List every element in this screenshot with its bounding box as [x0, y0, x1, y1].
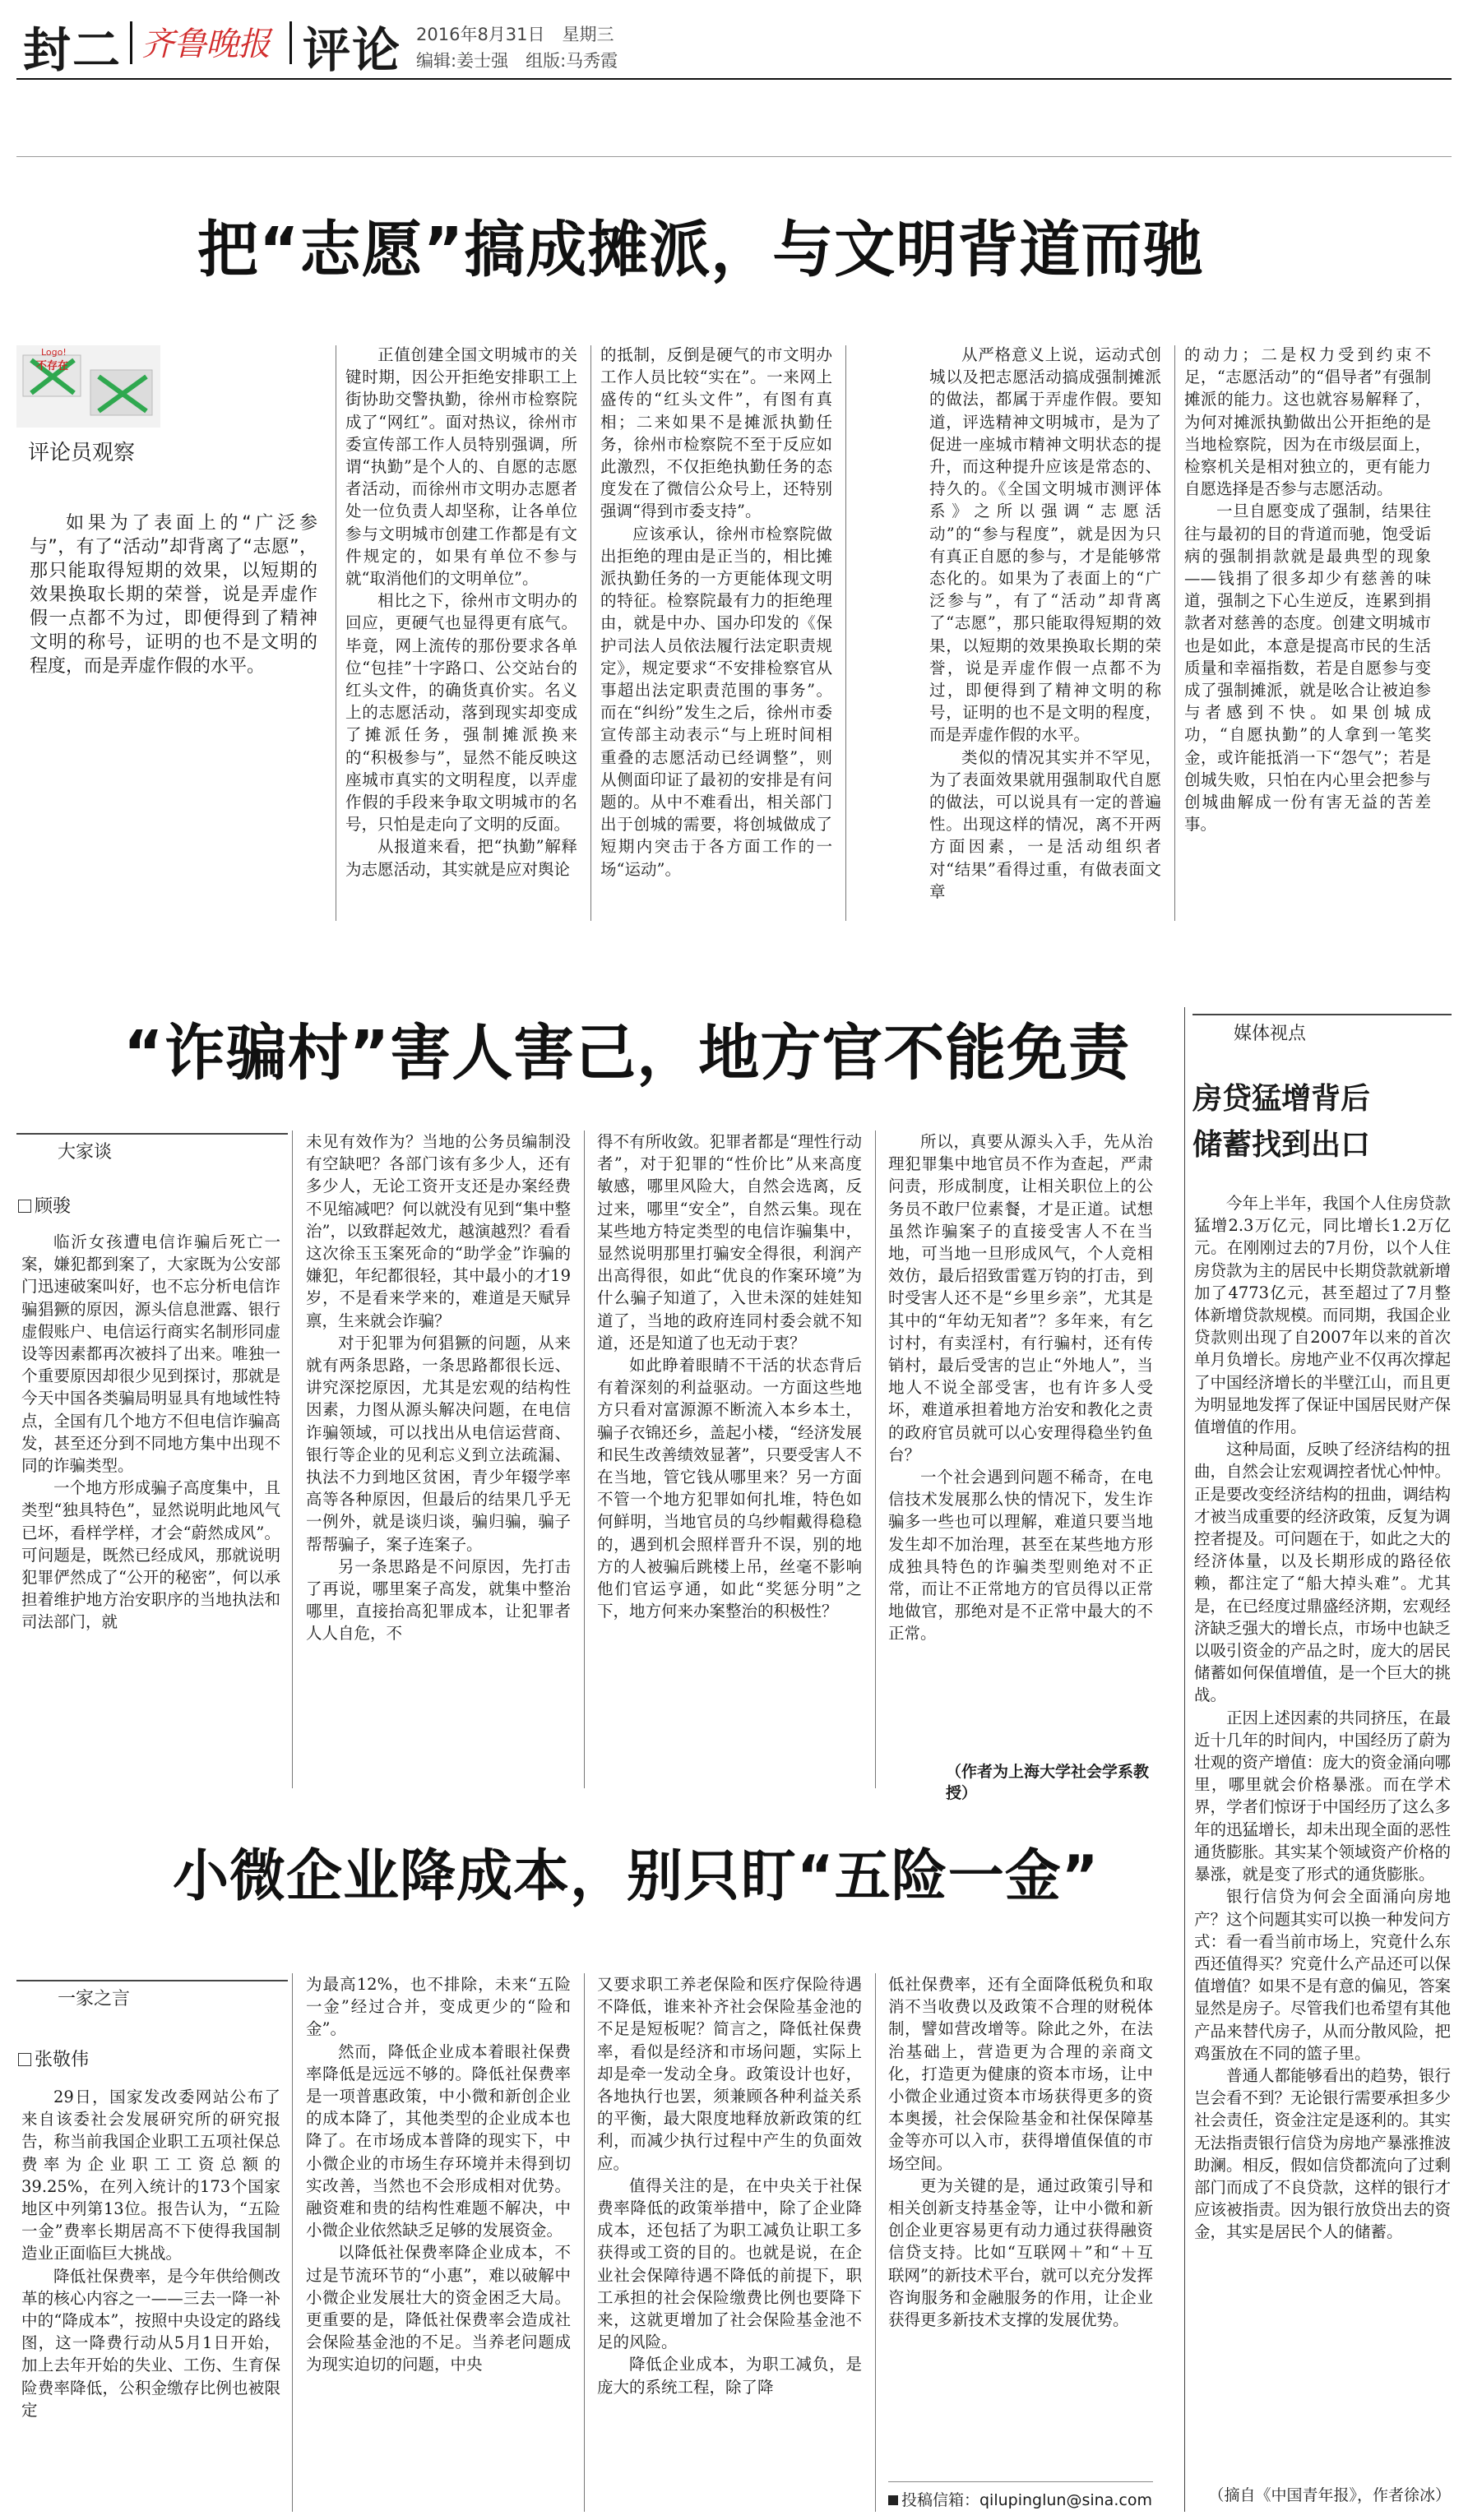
a3-rule-1	[292, 1973, 293, 2512]
article1-headline: 把“志愿”搞成摊派，与文明背道而驰	[197, 215, 1205, 285]
article3-column-2	[306, 1973, 571, 2512]
a2c2-p2: 对于犯罪为何猖獗的问题，从来就有两条思路，一条思路都很长远、讲究深挖原因，尤其是宏观的结构性因素，力图从源头解决问题，在电信诈骗领域，可以找出从电信运营商、银行等企业的见利忘义到立法疏漏、执法不力到地区贫困，青少年辍学率高等各种原因，但最后的结果几乎无一例外，就是谈归谈，骗归骗，骗子帮帮骗子，案子连案子。	[306, 1333, 571, 1554]
a3c4-p2: 更为关键的是，通过政策引导和相关创新支持基金等，让中小微和新创企业更容易更有动力通过获得融资信贷支持。比如“互联网＋”和“＋互联网”的新技术平台，就可以充分发挥咨询服务和金融服务的作用，让企业获得更多新技术支撑的发展优势。	[888, 2176, 1153, 2330]
a2c2-p3: 另一条思路是不问原因，先打击了再说，哪里案子高发，就集中整治哪里，直接抬高犯罪成本，让犯罪者人人自危，不	[306, 1556, 571, 1644]
illustration-missing-label: 不存在	[36, 360, 69, 372]
sidebar-p5: 普通人都能够看出的趋势，银行岂会看不到？无论银行需要承担多少社会责任，资金注定是逐利的。其实无法指责银行信贷为房地产暴涨推波助澜。相反，假如信贷都流向了过剩部门而成了不良贷款，这样的银行才应该被指责。因为银行放贷出去的资金，其实是居民个人的储蓄。	[1194, 2065, 1451, 2242]
editors-line: 编辑:姜士强 组版:马秀霞	[416, 51, 618, 71]
a1c1-p3: 从报道来看，把“执勤”解释为志愿活动，其实就是应对舆论	[345, 837, 577, 879]
article2-affiliation: （作者为上海大学社会学系教授）	[946, 1763, 1150, 1802]
a3c2-p3: 以降低社保费率降企业成本，不过是节流环节的“小惠”，难以破解中小微企业发展壮大的资金困乏大局。更重要的是，降低社保费率会造成社会保险基金池的不足。当养老问题成为现实迫切的问题，中央	[306, 2243, 571, 2374]
a2c2-p1: 未见有效作为？当地的公务员编制没有空缺吧？各部门该有多少人，还有多少人，无论工资开支还是办案经费不见缩减吧？何以就没有见到“集中整治”，以致群起效尤，越演越烈？看看这次徐玉玉案死命的“助学金”诈骗的嫌犯，年纪都很轻，其中最小的才19岁，不是看来学来的，难道是天赋异禀，生来就会诈骗？	[306, 1132, 571, 1330]
a1c4-p1: 的动力；二是权力受到约束不足，“志愿活动”的“倡导者”有强制摊派的能力。这也就容易解释了，为何对摊派执勤做出公开拒绝的是当地检察院，因为在市级层面上，检察机关是相对独立的，更有能力自愿选择是否参与志愿活动。	[1184, 345, 1431, 499]
article1-summary: 如果为了表面上的“广泛参与”，有了“活动”却背离了“志愿”，那只能取得短期的效果，以短期的效果换取长期的荣誉，说是弄虚作假一点都不为过，即便得到了精神文明的称号，证明的也不是文明的程度，而是弄虚作假的水平。	[30, 513, 317, 677]
a3c4-p1: 低社保费率，还有全面降低税负和取消不当收费以及政策不合理的财税体制，譬如营改增等。除此之外，在法治基础上，营造更为合理的亲商文化，打造更为健康的资本市场，让中小微企业通过资本市场获得更多的资本奥援，社会保险基金和社保保障基金等亦可以入市，获得增值保值的市场空间。	[888, 1975, 1153, 2173]
section-label: 封二	[23, 22, 123, 78]
article3-headline: 小微企业降成本，别只盯“五险一金”	[173, 1844, 1100, 1909]
a1c4-p2: 一旦自愿变成了强制，结果往往与最初的目的背道而驰，饱受诟病的强制捐款就是最典型的现象——钱捐了很多却少有慈善的味道，强制之下心生逆反，连累到捐款者对慈善的态度。创建文明城市也是如此，本意是提高市民的生活质量和幸福指数，若是自愿参与变成了强制摊派，就是吆合让被迫参与者感到不快。如果创城成功，“自愿执勤”的人拿到一笔奖金，或许能抵消一下“怨气”；若是创城失败，只怕在内心里会把参与创城曲解成一份有害无益的苦差事。	[1184, 502, 1431, 835]
a1c2-p2: 应该承认，徐州市检察院做出拒绝的理由是正当的，相比摊派执勤任务的一方更能体现文明的特征。检察院最有力的拒绝理由，就是中办、国办印发的《保护司法人员依法履行法定职责规定》，规定要求“不安排检察官从事超出法定职责范围的事务”。而在“纠纷”发生之后，徐州市委宣传部主动表示“与上班时间相重叠的志愿活动已经调整”，则从侧面印证了最初的安排是有问题的。从中不难看出，相关部门出于创城的需要，将创城做成了短期内突击于各方面工作的一场“运动”。	[600, 524, 832, 879]
masthead-rule	[16, 78, 1452, 80]
article1-column-2	[600, 344, 832, 923]
a2c3-p1: 得不有所收敛。犯罪者都是“理性行动者”，对于犯罪的“性价比”从来高度敏感，哪里风险大，自然会选离，反过来，哪里“安全”，自然云集。现在某些地方特定类型的电信诈骗集中，显然说明那里打骗安全得很，利润产出高得很，如此“优良的作案环境”为什么骗子知道了，入世未深的娃娃知道了，当地的政府连同村委会就不知道，还是知道了也无动于衷？	[597, 1132, 862, 1352]
sidebar-rule	[1184, 1007, 1185, 2512]
a1c1-p2: 相比之下，徐州市文明办的回应，更硬气也显得更有底气。毕竟，网上流传的那份要求各单位“包挂”十字路口、公交站台的红头文件，的确货真价实。名义上的志愿活动，落到现实却变成了摊派任务，强制摊派换来的“积极参与”，显然不能反映这座城市真实的文明程度，以弄虚作假的手段来争取文明城市的名号，只怕是走向了文明的反面。	[345, 591, 577, 835]
date-line: 2016年8月31日 星期三	[416, 25, 614, 44]
article1-column-4	[1184, 344, 1431, 923]
a3c2-p1: 为最高12%，也不排除，未来“五险一金”经过合并，变成更少的“险和金”。	[306, 1975, 571, 2039]
a2c4-p1: 所以，真要从源头入手，先从治理犯罪集中地官员不作为查起，严肃问责，形成制度，让相关职位上的公务员不敢尸位素餐，才是正道。试想虽然诈骗案子的直接受害人不在当地，可当地一旦形成风气，个人竞相效仿，最后招致雷霆万钧的打击，到时受害人还不是“乡里乡亲”，尤其是其中的“年幼无知者”？多年来，有乞讨村，有卖淫村，有行骗村，还有传销村，最后受害的岂止“外地人”，当地人不说全部受害，也有许多人受坏，难道承担着地方治安和教化之责的政府官员就可以心安理得稳坐钓鱼台？	[888, 1132, 1153, 1464]
sidebar-headline-1: 房贷猛增背后	[1192, 1082, 1371, 1116]
sidebar-p2: 这种局面，反映了经济结构的扭曲，自然会让宏观调控者忧心忡忡。正是要改变经济结构的扭曲，调结构才被当成重要的经济政策，反复为调控者提及。可问题在于，如此之大的经济体量，以及长期形成的路径依赖，都注定了“船大掉头难”。尤其是，在已经度过鼎盛经济期，宏观经济缺乏强大的增长点，市场中也缺乏以吸引资金的产品之时，庞大的居民储蓄如何保值增值，是一个巨大的挑战。	[1194, 1440, 1451, 1705]
a3-tag-rule	[16, 1980, 288, 1981]
a1-rule-4	[1174, 345, 1175, 921]
a1-rule-3	[845, 345, 846, 921]
article3-column-3	[597, 1973, 862, 2512]
sidebar-source: （摘自《中国青年报》，作者徐冰）	[1208, 2486, 1451, 2504]
a2-rule-1	[292, 1131, 293, 1788]
a3-contribution-rule	[888, 2481, 1153, 2482]
article1-column-3	[929, 344, 1161, 923]
sidebar-p1: 今年上半年，我国个人住房贷款猛增2.3万亿元，同比增长1.2万亿元。在刚刚过去的7月份，以个人住房贷款为主的居民中长期贷款就新增加了4773亿元，甚至超过了7月整体新增贷款规模。而同期，我国企业贷款则出现了自2007年以来的首次单月负增长。房地产业不仅再次撑起了中国经济增长的半壁江山，而且更为明显地发挥了保证中国居民财产保值增值的作用。	[1194, 1194, 1451, 1437]
a2c1-p2: 一个地方形成骗子高度集中，且类型“独具特色”，显然说明此地风气已坏，看样学样，才会“蔚然成风”。可问题是，既然已经成风，那就说明犯罪俨然成了“公开的秘密”，何以承担着维护地方治安职序的当地执法和司法部门，就	[21, 1478, 280, 1632]
a3c3-p3: 降低企业成本，为职工减负，是庞大的系统工程，除了降	[597, 2355, 862, 2397]
illustration-logo-label: Logo!	[41, 347, 67, 358]
masthead-divider-2	[289, 21, 292, 64]
sidebar-tag-rule	[1192, 1014, 1452, 1015]
a1c1-p1: 正值创建全国文明城市的关键时期，因公开拒绝安排职工上街协助交警执勤，徐州市检察院成了“网红”。面对热议，徐州市委宣传部工作人员特别强调，所谓“执勤”是个人的、自愿的志愿者活动，而徐州市文明办志愿者处一位负责人却坚称，让各单位参与文明城市创建工作都是有文件规定的，如果有单位不参与就“取消他们的文明单位”。	[345, 345, 577, 589]
article2-column-3	[597, 1131, 862, 1788]
contribution-email[interactable]	[888, 2488, 1152, 2510]
article3-tag: 一家之言	[58, 1989, 131, 2009]
contribution-email-text: 投稿信箱：qilupinglun@sina.com	[901, 2491, 1152, 2509]
a3-rule-3	[875, 1973, 876, 2512]
masthead-divider-1	[130, 21, 132, 64]
article2-column-1	[21, 1231, 280, 1790]
article3-column-1	[21, 2086, 280, 2513]
a3c1-p1: 29日，国家发改委网站公布了来自该委社会发展研究所的研究报告，称当前我国企业职工五项社保总费率为企业职工工资总额的39.25%，在列入统计的173个国家地区中列第13位。报告认为，“五险一金”费率长期居高不下使得我国制造业正面临巨大挑战。	[21, 2088, 280, 2263]
a2-tag-rule	[16, 1133, 288, 1135]
article3-column-4	[888, 1973, 1153, 2467]
a2-rule-3	[875, 1131, 876, 1788]
contribution-marker-icon	[888, 2495, 898, 2505]
masthead-rule-thin	[16, 156, 1452, 157]
article1-illustration	[16, 345, 160, 428]
a1c3-p1: 从严格意义上说，运动式创城以及把志愿活动搞成强制摊派的做法，都属于弄虚作假。要知道，评选精神文明城市，是为了促进一座城市精神文明状态的提升，而这种提升应该是常态的、持久的。《全国文明城市测评体系》之所以强调“志愿活动”的“参与程度”，就是因为只有真正自愿的参与，才是能够常态化的。如果为了表面上的“广泛参与”，有了“活动”却背离了“志愿”，那只能取得短期的效果，以短期的效果换取长期的荣誉，说是弄虚作假一点都不为过，即便得到了精神文明的称号，证明的也不是文明的程度，而是弄虚作假的水平。	[929, 345, 1161, 745]
sidebar-headline-2: 储蓄找到出口	[1192, 1128, 1371, 1162]
article2-author	[18, 1192, 71, 1218]
article2-tag: 大家谈	[58, 1142, 113, 1163]
article2-column-2	[306, 1131, 571, 1788]
column-label: 评论	[303, 22, 402, 78]
author-marker-icon	[18, 1200, 31, 1213]
a3c1-p2: 降低社保费率，是今年供给侧改革的核心内容之一——三去一降一补中的“降成本”，按照中央设定的路线图，这一降费行动从5月1日开始，加上去年开始的失业、工伤、生育保险费率降低，公积金缴存比例也被限定	[21, 2266, 280, 2420]
a2-rule-2	[584, 1131, 585, 1788]
a3c3-p2: 值得关注的是，在中央关于社保费率降低的政策举措中，除了企业降成本，还包括了为职工减负让职工多获得或工资的目的。也就是说，在企业社会保障待遇不降低的前提下，职工承担的社会保险缴费比例也要降下来，这就更增加了社会保险基金池不足的风险。	[597, 2176, 862, 2352]
sidebar-tag: 媒体视点	[1234, 1024, 1307, 1044]
newspaper-logo: 齐鲁晚报	[141, 25, 270, 63]
a3c2-p2: 然而，降低企业成本着眼社保费率降低是远远不够的。降低社保费率是一项普惠政策，中小微和新创企业的成本降了，其他类型的企业成本也降了。在市场成本普降的现实下，中小微企业的市场生存环境并未得到切实改善，当然也不会形成相对优势。融资难和贵的结构性难题不解决，中小微企业依然缺乏足够的发展资金。	[306, 2041, 571, 2240]
sidebar-p4: 银行信贷为何会全面涌向房地产？这个问题其实可以换一种发问方式：看一看当前市场上，究竟什么东西还值得买？究竟什么产品还可以保值增值？如果不是有意的偏见，答案显然是房子。尽管我们也希望有其他产品来替代房子，从而分散风险，把鸡蛋放在不同的篮子里。	[1194, 1887, 1451, 2063]
article2-author-name: 顾骏	[35, 1196, 72, 1217]
article3-author-name: 张敬伟	[35, 2050, 90, 2070]
a3-rule-2	[584, 1973, 585, 2512]
article1-column-1	[345, 344, 577, 923]
a2c4-p2: 一个社会遇到问题不稀奇，在电信技术发展那么快的情况下，发生诈骗多一些也可以理解，难道只要当地发生却不加治理，甚至在某些地方形成独具特色的诈骗类型则绝对不正常，而让不正常地方的官员得以正常地做官，那绝对是不正常中最大的不正常。	[888, 1468, 1153, 1644]
sidebar-body	[1194, 1192, 1451, 2483]
a2c3-p2: 如此睁着眼睛不干活的状态背后有着深刻的利益驱动。一方面这些地方只看对富源源不断流入本乡本土，骗子衣锦还乡，盖起小楼，“经济发展和民生改善绩效显著”，只要受害人不在当地，管它钱从哪里来？另一方面不管一个地方犯罪如何扎堆，特色如何鲜明，当地官员的乌纱帽戴得稳稳的，遇到机会照样晋升不误，别的地方的人被骗后跳楼上吊，丝毫不影响他们官运亨通，如此“奖惩分明”之下，地方何来办案整治的积极性？	[597, 1356, 862, 1621]
a1c2-p1: 的抵制，反倒是硬气的市文明办工作人员比较“实在”。一来网上盛传的“红头文件”，有图有真相；二来如果不是摊派执勤任务，徐州市检察院不至于反应如此激烈，不仅拒绝执勤任务的态度发在了微信公众号上，还特别强调“得到市委支持”。	[600, 345, 832, 521]
a1-rule-2	[590, 345, 591, 921]
article2-column-4	[888, 1131, 1153, 1764]
article1-byline: 评论员观察	[28, 441, 136, 465]
author-marker-icon	[18, 2053, 31, 2066]
sidebar-p3: 正因上述因素的共同挤压，在最近十几年的时间内，中国经历了蔚为壮观的资产增值：庞大的资金涌向哪里，哪里就会价格暴涨。而在学术界，学者们惊讶于中国经历了这么多年的迅猛增长，却未出现全面的恶性通货膨胀。其实某个领域资产价格的暴涨，就是变了形式的通货膨胀。	[1194, 1708, 1451, 1884]
a1c3-p2: 类似的情况其实并不罕见，为了表面效果就用强制取代自愿的做法，可以说具有一定的普遍性。出现这样的情况，离不开两方面因素，一是活动组织者对“结果”看得过重，有做表面文章	[929, 747, 1161, 901]
a2c1-p1: 临沂女孩遭电信诈骗后死亡一案，嫌犯都到案了，大家既为公安部门迅速破案叫好，也不忘分析电信诈骗猖獗的原因，源头信息泄露、银行虚假账户、电信运行商实名制形同虚设等因素都再次被抖了出来。唯独一个重要原因却很少见到探讨，那就是今天中国各类骗局明显具有地域性特点，全国有几个地方不但电信诈骗高发，甚至还分到不同地方集中出现不同的诈骗类型。	[21, 1232, 280, 1476]
article3-author	[18, 2046, 89, 2071]
a3c3-p1: 又要求职工养老保险和医疗保险待遇不降低，谁来补齐社会保险基金池的不足是短板呢？简言之，降低社保费率，看似是经济和市场问题，实际上却是牵一发动全身。政策设计也好，各地执行也罢，须兼顾各种利益关系的平衡，最大限度地释放新政策的红利，而减少执行过程中产生的负面效应。	[597, 1975, 862, 2173]
article2-headline: “诈骗村”害人害己，地方官不能免责	[123, 1018, 1131, 1089]
